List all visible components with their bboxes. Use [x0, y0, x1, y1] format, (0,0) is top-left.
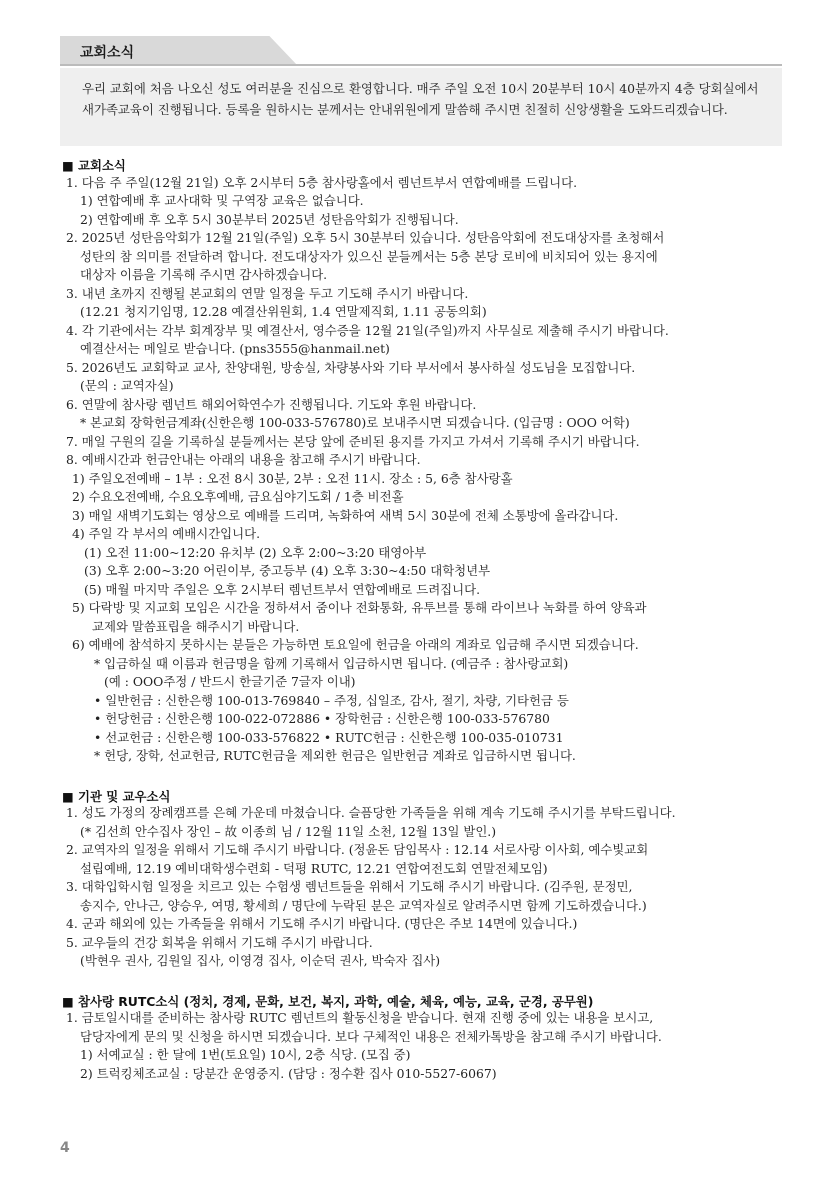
news-line: 2. 2025년 성탄음악회가 12월 21일(주일) 오후 5시 30분부터 있습니다. 성탄음악회에 전도대상자를 초청해서 [66, 230, 665, 245]
news-line: 4. 각 기관에서는 각부 회계장부 및 예결산서, 영수증을 12월 21일(주일)까지 사무실로 제출해 주시기 바랍니다. [66, 323, 669, 338]
member-news-heading: ■ 기관 및 교우소식 [62, 789, 171, 804]
news-line: 3) 매일 새벽기도회는 영상으로 예배를 드리며, 녹화하여 새벽 5시 30분에 전체 소통방에 올라갑니다. [72, 508, 619, 523]
news-line: 8. 예배시간과 헌금안내는 아래의 내용을 참고해 주시기 바랍니다. [66, 452, 421, 467]
news-line: 1) 연합예배 후 교사대학 및 구역장 교육은 없습니다. [80, 193, 364, 208]
news-line: 5. 2026년도 교회학교 교사, 찬양대원, 방송실, 차량봉사와 기타 부서에서 봉사하실 성도님을 모집합니다. [66, 360, 636, 375]
member-news-line: 1. 성도 가정의 장례캠프를 은혜 가운데 마쳤습니다. 슬픔당한 가족들을 위해 계속 기도해 주시기를 부탁드립니다. [66, 805, 676, 820]
news-line: 3. 내년 초까지 진행될 본교회의 연말 일정을 두고 기도해 주시기 바랍니다. [66, 286, 469, 301]
news-line: 대상자 이름을 기록해 주시면 감사하겠습니다. [80, 267, 328, 282]
news-line: * 입금하실 때 이름과 헌금명을 함께 기록해서 입금하시면 됩니다. (예금주 : 참사랑교회) [94, 656, 569, 671]
tab-underline [60, 64, 782, 66]
news-line: (5) 매월 마지막 주일은 오후 2시부터 렘넌트부서 연합예배로 드려집니다. [84, 582, 481, 597]
church-news-heading: ■ 교회소식 [62, 158, 126, 173]
news-line: • 일반헌금 : 신한은행 100-013-769840 – 주정, 십일조, 감사, 절기, 차량, 기타헌금 등 [94, 693, 569, 708]
member-news-line: 송지수, 안나근, 양승우, 여명, 황세희 / 명단에 누락된 분은 교역자실로 알려주시면 함께 기도하겠습니다.) [80, 898, 647, 913]
news-line: • 선교헌금 : 신한은행 100-033-576822 • RUTC헌금 : 신한은행 100-035-010731 [94, 730, 564, 745]
rutc-news-line: 2) 트럭킹체조교실 : 당분간 운영중지. (담당 : 정수환 집사 010-5527-6067) [80, 1066, 497, 1081]
member-news-line: 2. 교역자의 일정을 위해서 기도해 주시기 바랍니다. (정윤돈 담임목사 : 12.14 서로사랑 이사회, 예수빛교회 [66, 842, 649, 857]
member-news-line: (박현우 권사, 김원일 집사, 이영경 집사, 이순덕 권사, 박숙자 집사) [80, 953, 441, 968]
news-line: * 본교회 장학헌금계좌(신한은행 100-033-576780)로 보내주시면 되겠습니다. (입금명 : OOO 어학) [80, 415, 630, 430]
section-title: 교회소식 [80, 45, 135, 61]
news-line: 예결산서는 메일로 받습니다. (pns3555@hanmail.net) [80, 341, 390, 356]
news-line: 5) 다락방 및 지교회 모임은 시간을 정하셔서 줌이나 전화통화, 유투브를 통해 라이브나 녹화를 하여 양육과 [72, 600, 647, 615]
news-line: (12.21 청지기임명, 12.28 예결산위원회, 1.4 연말제직회, 1.11 공동의회) [80, 304, 487, 319]
news-line: 1. 다음 주 주일(12월 21일) 오후 2시부터 5층 참사랑홀에서 렘넌트부서 연합예배를 드립니다. [66, 175, 578, 190]
news-line: (1) 오전 11:00~12:20 유치부 (2) 오후 2:00~3:20 태영아부 [84, 545, 427, 560]
news-line: 6. 연말에 참사랑 렘넌트 해외어학연수가 진행됩니다. 기도와 후원 바랍니다. [66, 397, 477, 412]
news-line: 2) 수요오전예배, 수요오후예배, 금요심야기도회 / 1층 비전홀 [72, 489, 404, 504]
news-line: (문의 : 교역자실) [80, 378, 174, 393]
rutc-news-heading: ■ 참사랑 RUTC소식 (정치, 경제, 문화, 보건, 복지, 과학, 예술, 체육, 예능, 교육, 군경, 공무원) [62, 994, 594, 1009]
rutc-news-line: 1) 서예교실 : 한 달에 1번(토요일) 10시, 2층 식당. (모집 중) [80, 1047, 411, 1062]
news-line: (3) 오후 2:00~3:20 어린이부, 중고등부 (4) 오후 3:30~4:50 대학청년부 [84, 563, 491, 578]
welcome-box [60, 68, 782, 146]
welcome-text: 우리 교회에 처음 나오신 성도 여러분을 진심으로 환영합니다. 매주 주일 오전 10시 20분부터 10시 40분까지 4층 당회실에서 새가족교육이 진행됩니다. 등록을 원하시는 분께서는 안내위원에게 말씀해 주시면 친절히 신앙생활을 도와드리겠습니다. [82, 81, 759, 117]
page-number: 4 [60, 1140, 70, 1156]
member-news-line: 5. 교우들의 건강 회복을 위해서 기도해 주시기 바랍니다. [66, 935, 373, 950]
rutc-news-line: 1. 금토일시대를 준비하는 참사랑 RUTC 렘넌트의 활동신청을 받습니다. 현재 진행 중에 있는 내용을 보시고, [66, 1010, 654, 1025]
news-line: • 헌당헌금 : 신한은행 100-022-072886 • 장학헌금 : 신한은행 100-033-576780 [94, 711, 550, 726]
news-line: 1) 주일오전예배 – 1부 : 오전 8시 30분, 2부 : 오전 11시. 장소 : 5, 6층 참사랑홀 [72, 471, 513, 486]
member-news-line: 4. 군과 해외에 있는 가족들을 위해서 기도해 주시기 바랍니다. (명단은 주보 14면에 있습니다.) [66, 916, 578, 931]
news-line: 2) 연합예배 후 오후 5시 30분부터 2025년 성탄음악회가 진행됩니다. [80, 212, 459, 227]
member-news-line: 설립예배, 12.19 예비대학생수련회 - 덕평 RUTC, 12.21 연합여전도회 연말전체모임) [80, 861, 548, 876]
news-line: * 헌당, 장학, 선교헌금, RUTC헌금을 제외한 헌금은 일반헌금 계좌로 입금하시면 됩니다. [94, 748, 576, 763]
news-line: (예 : OOO주정 / 반드시 한글기준 7글자 이내) [104, 674, 356, 689]
news-line: 7. 매일 구원의 길을 기록하실 분들께서는 본당 앞에 준비된 용지를 가지고 가셔서 기록해 주시기 바랍니다. [66, 434, 640, 449]
news-line: 4) 주일 각 부서의 예배시간입니다. [72, 526, 261, 541]
member-news-line: (* 김선희 안수집사 장인 – 故 이종희 님 / 12월 11일 소천, 12월 13일 발인.) [80, 824, 497, 839]
rutc-news-line: 담당자에게 문의 및 신청을 하시면 되겠습니다. 보다 구체적인 내용은 전체카톡방을 참고해 주시기 바랍니다. [80, 1029, 662, 1044]
news-line: 6) 예배에 참석하지 못하시는 분들은 가능하면 토요일에 헌금을 아래의 계좌로 입금해 주시면 되겠습니다. [72, 637, 639, 652]
member-news-line: 3. 대학입학시험 일정을 치르고 있는 수험생 렘넌트들을 위해서 기도해 주시기 바랍니다. (김주원, 문정민, [66, 879, 633, 894]
news-line: 교제와 말씀표립을 해주시기 바랍니다. [92, 619, 300, 634]
news-line: 성탄의 참 의미를 전달하려 합니다. 전도대상자가 있으신 분들께서는 5층 본당 로비에 비치되어 있는 용지에 [80, 249, 658, 264]
section-tab-bar [60, 36, 782, 66]
